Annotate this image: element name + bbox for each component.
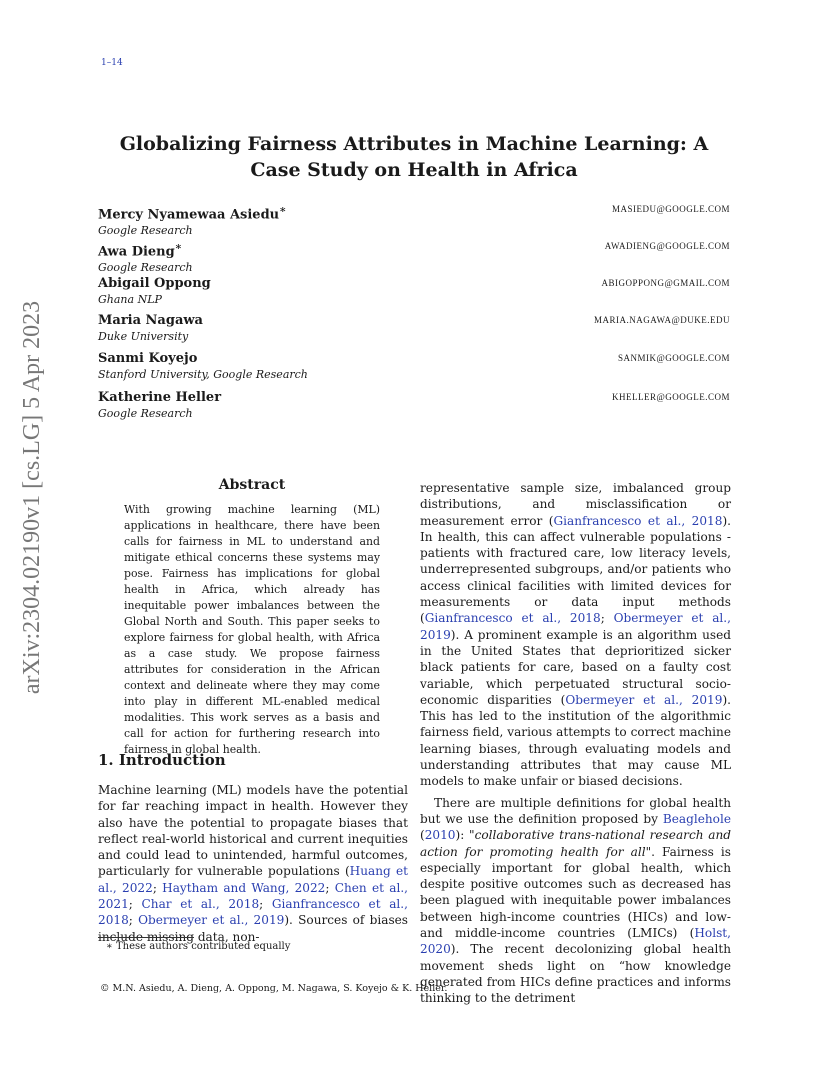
author-affiliation: Ghana NLP: [98, 293, 162, 306]
author-email[interactable]: ABIGOPPONG@GMAIL.COM: [601, 278, 730, 288]
citation-link[interactable]: Holst, 2020: [420, 926, 731, 957]
citation-link[interactable]: Haytham and Wang, 2022: [162, 880, 326, 895]
author-block: [98, 312, 730, 344]
citation-link[interactable]: 2010: [424, 828, 456, 843]
citation-link[interactable]: Char et al., 2018: [141, 897, 260, 912]
author-name-text: Mercy Nyamewaa Asiedu: [98, 207, 280, 223]
paper-title: Globalizing Fairness Attributes in Machine Learning: A Case Study on Health in Africa: [119, 133, 709, 181]
author-block: [98, 275, 730, 307]
citation-link[interactable]: Obermeyer et al., 2019: [420, 611, 731, 642]
author-mark: ∗: [279, 203, 287, 216]
intro-paragraph-2: There are multiple definitions for global health but we use the definition proposed by Beaglehole (2010): "collaborative trans-national research and action for promoting health for all". Fairness is especially important for global health, which despite positive outcomes such as decreased has been plagued with inequitable power imbalances between high-income countries (HICs) and low- and middle-income countries (LMICs) (Holst, 2020). The recent decolonizing global health movement sheds light on “how knowledge generated from HICs define practices and informs thinking to the detriment: [420, 795, 731, 1006]
intro-paragraph: Machine learning (ML) models have the potential for far reaching impact in health. However they also have the potential to propagate biases that reflect real-world historical and current inequities and could lead to unintended, harmful outcomes, particularly for vulnerable populations (Huang et al., 2022; Haytham and Wang, 2022; Chen et al., 2021; Char et al., 2018; Gianfrancesco et al., 2018; Obermeyer et al., 2019). Sources of biases include missing data, non-: [98, 783, 409, 944]
citation-link[interactable]: Gianfrancesco et al., 2018: [553, 513, 723, 528]
author-block: [98, 389, 730, 421]
citation-link[interactable]: Chen et al., 2021: [98, 880, 409, 912]
abstract-text: With growing machine learning (ML) applications in healthcare, there have been calls for fairness in ML to understand and mitigate ethical concerns these systems may pose. Fairness has implications for global health in Africa, which already has inequitable power imbalances between the Global North and South. This paper seeks to explore fairness for global health, with Africa as a case study. We propose fairness attributes for consideration in the African context and delineate where they may come into play in different ML-enabled medical modalities. This work serves as a basis and call for action for furthering research into fairness in global health.: [124, 503, 380, 756]
author-affiliation: Google Research: [98, 261, 193, 275]
author-affiliation: Google Research: [98, 407, 193, 420]
page-range: 1–14: [101, 58, 123, 68]
author-email[interactable]: SANMIK@GOOGLE.COM: [617, 353, 730, 363]
author-block: [98, 350, 730, 382]
citation-link[interactable]: Gianfrancesco et al., 2018: [424, 611, 601, 626]
quoted-definition: "collaborative trans-national research and action for promoting health for all": [420, 828, 731, 859]
author-name: Katherine Heller: [98, 390, 222, 405]
author-name: Abigail Oppong: [98, 276, 211, 291]
author-affiliation: Google Research: [98, 224, 193, 238]
body-text: ). This has led to the institution of the algorithmic fairness field, various attempts to correct machine learning biases, through evaluating models and understanding attributes that may cause ML models to make unfair or biased decisions.: [420, 692, 731, 789]
right-column: [420, 480, 731, 1007]
body-text: . Fairness is especially important for global health, which despite positive outcomes such as decreased has been plagued with inequitable power imbalances between high-income countries (HICs) and low- and middle-income countries (LMICs) (: [420, 844, 731, 941]
footnote-rule: [98, 937, 194, 938]
section-heading: 1. Introduction: [98, 751, 226, 769]
body-text: ). In health, this can affect vulnerable populations - patients with fractured care, low literacy levels, underrepresented subgroups, and/or patients who access clinical facilities with limited devices for measurements or data input methods (: [420, 513, 731, 626]
body-text: ). Sources of biases include missing data, non-: [98, 913, 409, 944]
citation-link[interactable]: Obermeyer et al., 2019: [138, 913, 285, 928]
author-block: [98, 201, 730, 238]
abstract-heading: Abstract: [218, 477, 286, 493]
arxiv-identifier: [17, 292, 49, 702]
copyright-footer: © M.N. Asiedu, A. Dieng, A. Oppong, M. Nagawa, S. Koyejo & K. Heller.: [100, 983, 448, 994]
citation-link[interactable]: Huang et al., 2022: [98, 864, 409, 895]
body-text: There are multiple definitions for global health but we use the definition proposed by: [420, 795, 731, 826]
author-affiliation: Duke University: [98, 330, 189, 343]
author-name: Sanmi Koyejo: [98, 351, 198, 366]
citation-link[interactable]: Beaglehole: [662, 811, 731, 826]
author-affiliation: Stanford University, Google Research: [98, 368, 308, 381]
author-email[interactable]: AWADIENG@GOOGLE.COM: [604, 241, 730, 251]
citation-link[interactable]: Gianfrancesco et al., 2018: [98, 897, 408, 928]
body-text: ). A prominent example is an algorithm used in the United States that deprioritized sicker black patients for care, based on a faulty cost variable, which perpetuated structural socio-economic disparities (: [420, 627, 731, 707]
citation-link[interactable]: Obermeyer et al., 2019: [565, 692, 723, 707]
body-text: representative sample size, imbalanced group distributions, and misclassification or measurement error (: [420, 481, 731, 528]
author-mark: ∗: [174, 240, 183, 253]
body-text: ). The recent decolonizing global health movement sheds light on “how knowledge generated from HICs define practices and informs thinking to the detriment: [420, 942, 731, 1006]
arxiv-identifier-text: arXiv:2304.02190v1 [cs.LG] 5 Apr 2023: [19, 300, 46, 694]
author-email[interactable]: MASIEDU@GOOGLE.COM: [611, 204, 730, 214]
author-block: [98, 238, 730, 275]
author-name-text: Awa Dieng: [98, 244, 175, 260]
author-email[interactable]: KHELLER@GOOGLE.COM: [611, 392, 730, 402]
intro-paragraph-continued: representative sample size, imbalanced group distributions, and misclassification or measurement error (Gianfrancesco et al., 2018). In health, this can affect vulnerable populations - patients with fractured care, low literacy levels, underrepresented subgroups, and/or patients who access clinical facilities with limited devices for measurements or data input methods (Gianfrancesco et al., 2018; Obermeyer et al., 2019). A prominent example is an algorithm used in the United States that deprioritized sicker black patients for care, based on a faulty cost variable, which perpetuated structural socio-economic disparities (Obermeyer et al., 2019). This has led to the institution of the algorithmic fairness field, various attempts to correct machine learning biases, through evaluating models and understanding attributes that may cause ML models to make unfair or biased decisions.: [420, 481, 731, 789]
author-email[interactable]: MARIA.NAGAWA@DUKE.EDU: [593, 315, 730, 325]
body-text: Machine learning (ML) models have the potential for far reaching impact in health. However they also have the potential to propagate biases that reflect real-world historical and current inequities and could lead to unintended, harmful outcomes, particularly for vulnerable populations (: [98, 783, 408, 879]
author-name: Maria Nagawa: [98, 313, 203, 328]
footnote: ∗ These authors contributed equally: [106, 941, 291, 952]
